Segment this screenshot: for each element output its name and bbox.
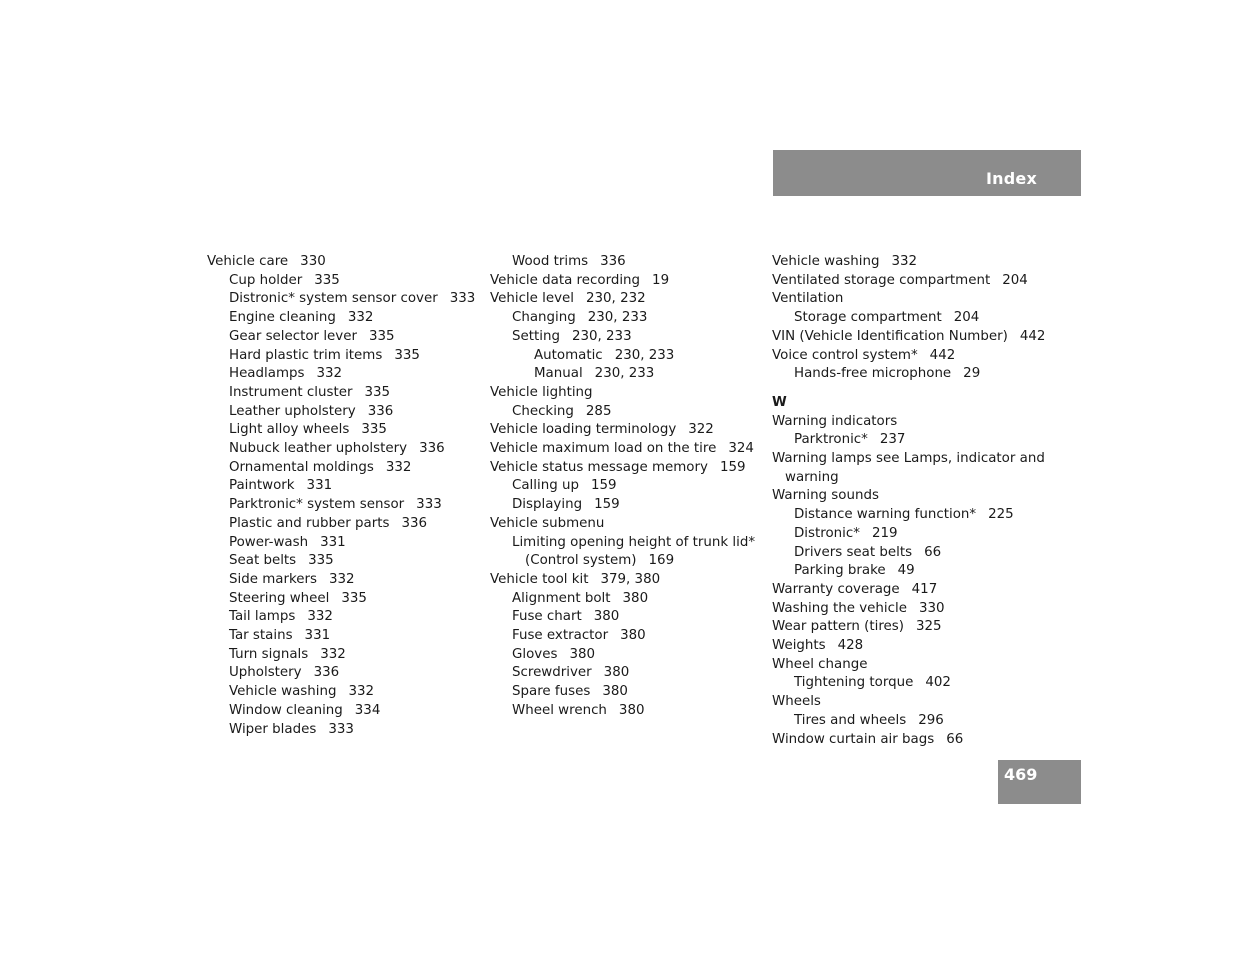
index-subentry	[207, 496, 477, 515]
index-term: Screwdriver	[512, 665, 592, 681]
index-term: Nubuck leather upholstery	[229, 441, 408, 457]
index-term: Wood trims	[512, 254, 589, 269]
index-subentry	[772, 309, 1047, 328]
index-subentry	[490, 309, 760, 328]
index-term: VIN (Vehicle Identification Number)	[772, 328, 1008, 344]
index-page-ref: 380	[622, 590, 649, 606]
index-subentry	[207, 384, 477, 403]
index-subentry	[490, 534, 760, 553]
index-page-ref: 204	[1002, 272, 1028, 288]
index-page-ref: 330	[300, 254, 326, 269]
index-entry	[490, 571, 760, 590]
index-subentry	[207, 328, 477, 347]
index-term: Distronic*	[794, 525, 860, 541]
index-subentry	[207, 590, 477, 609]
index-term: Turn signals	[229, 646, 309, 662]
index-term: Vehicle tool kit	[490, 571, 589, 587]
index-subentry	[207, 683, 477, 702]
index-entry	[772, 487, 1047, 506]
index-entry	[772, 469, 1047, 488]
index-page-ref: 237	[879, 432, 906, 448]
index-term: Gear selector lever	[229, 328, 357, 344]
index-term: Warning indicators	[772, 413, 898, 429]
index-term: Vehicle maximum load on the tire	[490, 441, 717, 457]
index-term: Ornamental moldings	[229, 459, 374, 475]
index-page-ref: 285	[585, 403, 612, 419]
index-page-ref: 336	[367, 403, 394, 419]
index-page-ref: 322	[688, 422, 714, 438]
index-term: (Control system)	[525, 553, 637, 569]
index-page-ref: 331	[304, 628, 331, 644]
index-page-ref: 330	[918, 600, 945, 616]
index-term: Drivers seat belts	[794, 544, 913, 560]
index-letter-heading: W	[772, 394, 787, 410]
index-page-ref: 442	[1019, 328, 1046, 344]
index-page-ref: 19	[652, 272, 670, 288]
index-page-ref: 332	[307, 609, 333, 625]
index-entry	[772, 450, 1047, 469]
index-subentry	[490, 590, 760, 609]
index-subentry	[207, 290, 477, 309]
index-page-ref: 417	[911, 581, 938, 597]
index-term: Vehicle data recording	[490, 272, 641, 288]
index-subentry	[207, 365, 477, 384]
index-page-ref: 230, 233	[594, 366, 655, 382]
index-page-ref: 336	[419, 441, 445, 457]
index-term: Fuse chart	[512, 609, 582, 625]
index-page-ref: 159	[594, 497, 620, 513]
index-term: Vehicle care	[207, 254, 289, 269]
index-term: Ventilated storage compartment	[772, 272, 991, 288]
page-number-box	[998, 760, 1081, 804]
index-page-ref: 335	[394, 347, 420, 363]
index-page-ref: 380	[593, 609, 620, 625]
index-subentry	[207, 571, 477, 590]
section-header-bar	[773, 150, 1081, 196]
index-term: Voice control system*	[772, 347, 918, 363]
index-subentry	[490, 552, 760, 571]
index-page-ref: 442	[929, 347, 956, 363]
section-title: Index	[986, 169, 1037, 188]
index-term: Window cleaning	[229, 702, 343, 718]
index-entry	[490, 440, 760, 459]
index-term: Vehicle washing	[229, 684, 337, 700]
index-entry	[490, 421, 760, 440]
index-page-ref: 380	[620, 628, 646, 644]
index-term: Headlamps	[229, 366, 305, 382]
index-term: Vehicle washing	[772, 254, 880, 269]
index-term: Hard plastic trim items	[229, 347, 383, 363]
index-entry	[772, 253, 1047, 272]
index-page-ref: 332	[385, 459, 412, 475]
index-term: Washing the vehicle	[772, 600, 907, 616]
index-page-ref: 219	[871, 525, 898, 541]
index-page-ref: 332	[320, 646, 346, 662]
index-term: Parking brake	[794, 563, 886, 579]
index-subentry	[772, 712, 1047, 731]
index-subentry	[490, 702, 760, 721]
index-page-ref: 66	[946, 731, 964, 747]
index-page-ref: 331	[320, 534, 346, 550]
index-term: Paintwork	[229, 478, 295, 494]
index-subentry	[207, 403, 477, 422]
index-term: Parktronic* system sensor	[229, 497, 405, 513]
index-page-ref: 230, 232	[586, 291, 646, 307]
index-term: Wheel wrench	[512, 702, 607, 718]
index-entry	[772, 290, 1047, 309]
index-term: Distronic* system sensor cover	[229, 291, 438, 307]
index-term: Changing	[512, 310, 576, 326]
index-page-ref: 380	[602, 684, 628, 700]
index-term: Vehicle lighting	[490, 384, 593, 400]
index-subentry	[207, 477, 477, 496]
index-page-ref: 159	[719, 459, 746, 475]
index-page-ref: 230, 233	[587, 310, 648, 326]
index-page-ref: 325	[915, 619, 942, 635]
index-term: Distance warning function*	[794, 507, 977, 523]
index-term: Fuse extractor	[512, 628, 609, 644]
index-term: Displaying	[512, 497, 583, 513]
index-page-ref: 332	[328, 571, 355, 587]
index-term: Warning sounds	[772, 488, 879, 504]
index-term: Warranty coverage	[772, 581, 900, 597]
index-page-ref: 335	[361, 422, 387, 438]
index-term: Limiting opening height of trunk lid*	[512, 534, 756, 550]
index-page-ref: 29	[963, 366, 981, 382]
index-term: warning	[785, 469, 839, 485]
index-term: Upholstery	[229, 665, 302, 681]
index-page-ref: 324	[728, 441, 754, 457]
index-subentry	[490, 496, 760, 515]
index-page-ref: 159	[590, 478, 617, 494]
index-entry	[490, 459, 760, 478]
index-entry	[772, 413, 1047, 432]
index-subentry	[772, 506, 1047, 525]
index-page-ref: 332	[347, 310, 374, 326]
index-page-ref: 335	[364, 384, 391, 400]
index-term: Tightening torque	[794, 675, 914, 691]
index-column-2	[490, 253, 760, 721]
index-subentry	[207, 627, 477, 646]
index-term: Alignment bolt	[512, 590, 611, 606]
index-subentry	[490, 365, 760, 384]
index-subentry	[207, 347, 477, 366]
index-entry	[772, 600, 1047, 619]
index-subentry	[207, 515, 477, 534]
index-subentry	[490, 683, 760, 702]
index-term: Engine cleaning	[229, 310, 336, 326]
index-page-ref: 334	[354, 702, 381, 718]
index-term: Leather upholstery	[229, 403, 356, 419]
index-page-ref: 335	[308, 553, 334, 569]
index-subentry	[490, 646, 760, 665]
index-subentry	[207, 421, 477, 440]
index-entry	[490, 384, 760, 403]
index-page-ref: 402	[925, 675, 951, 691]
index-page-ref: 428	[837, 638, 864, 654]
index-page-ref: 49	[897, 563, 915, 579]
index-page-ref: 230, 233	[614, 347, 675, 363]
index-term: Vehicle submenu	[490, 515, 605, 531]
index-subentry	[772, 525, 1047, 544]
index-page-ref: 380	[618, 702, 645, 718]
index-page-ref: 379, 380	[600, 571, 661, 587]
index-entry	[490, 515, 760, 534]
index-subentry	[207, 664, 477, 683]
index-term: Ventilation	[772, 291, 844, 307]
index-page-ref: 336	[401, 515, 428, 531]
index-entry	[772, 731, 1047, 750]
index-subentry	[490, 347, 760, 366]
index-term: Vehicle status message memory	[490, 459, 708, 475]
index-subentry	[490, 664, 760, 683]
index-term: Light alloy wheels	[229, 422, 350, 438]
index-page-ref: 204	[953, 310, 980, 326]
index-term: Tires and wheels	[794, 712, 907, 728]
index-subentry	[207, 534, 477, 553]
index-subentry	[207, 459, 477, 478]
index-page-ref: 225	[988, 507, 1014, 523]
index-page-ref: 335	[341, 590, 367, 606]
index-term: Window curtain air bags	[772, 731, 935, 747]
index-page-ref: 333	[416, 497, 442, 513]
index-page-ref: 332	[316, 366, 343, 382]
index-term: Setting	[512, 328, 560, 344]
index-page-ref: 66	[924, 544, 942, 560]
index-term: Vehicle loading terminology	[490, 422, 677, 438]
index-page-ref: 296	[918, 712, 944, 728]
index-term: Cup holder	[229, 272, 303, 288]
index-subentry	[207, 646, 477, 665]
index-subentry	[772, 365, 1047, 384]
index-entry	[772, 693, 1047, 712]
index-page-ref: 230, 233	[571, 328, 632, 344]
index-entry	[772, 328, 1047, 347]
index-page-ref: 380	[569, 646, 595, 662]
index-page-ref: 332	[891, 254, 918, 269]
index-column-3	[772, 253, 1047, 749]
index-entry	[490, 290, 760, 309]
index-term: Spare fuses	[512, 684, 591, 700]
index-term: Gloves	[512, 646, 558, 662]
index-term: Power-wash	[229, 534, 309, 550]
index-entry	[772, 272, 1047, 291]
index-page-ref: 335	[368, 328, 395, 344]
index-term: Checking	[512, 403, 574, 419]
index-subentry	[772, 431, 1047, 450]
index-entry	[772, 347, 1047, 366]
index-subentry	[207, 272, 477, 291]
index-term: Seat belts	[229, 553, 297, 569]
index-subentry	[207, 721, 477, 740]
index-entry	[772, 637, 1047, 656]
index-entry	[490, 272, 760, 291]
index-entry	[207, 253, 477, 272]
index-subentry	[772, 562, 1047, 581]
index-term: Wheels	[772, 694, 821, 710]
index-page-ref: 333	[449, 291, 476, 307]
index-term: Manual	[534, 366, 583, 382]
index-page-ref: 332	[348, 684, 375, 700]
index-term: Parktronic*	[794, 432, 868, 448]
index-entry	[772, 618, 1047, 637]
index-term: Vehicle level	[490, 291, 574, 307]
index-subentry	[772, 544, 1047, 563]
index-term: Side markers	[229, 571, 317, 587]
index-term: Steering wheel	[229, 590, 330, 606]
index-page-ref: 336	[600, 254, 626, 269]
index-term: Storage compartment	[794, 310, 942, 326]
index-term: Instrument cluster	[229, 384, 353, 400]
index-subentry	[490, 608, 760, 627]
page-number: 469	[1004, 765, 1038, 784]
index-subentry	[207, 309, 477, 328]
index-term: Wear pattern (tires)	[772, 619, 904, 635]
index-page-ref: 336	[313, 665, 340, 681]
index-column-1	[207, 253, 477, 739]
index-page-ref: 331	[306, 478, 333, 494]
index-term: Hands-free microphone	[794, 366, 952, 382]
index-term: Plastic and rubber parts	[229, 515, 390, 531]
index-term: Wheel change	[772, 656, 868, 672]
index-subentry	[772, 674, 1047, 693]
index-page-ref: 169	[648, 553, 675, 569]
index-subentry	[490, 403, 760, 422]
index-entry	[772, 581, 1047, 600]
index-term: Automatic	[534, 347, 603, 363]
index-term: Weights	[772, 638, 826, 654]
index-subentry	[490, 477, 760, 496]
index-page-ref: 333	[328, 721, 354, 737]
index-term: Tail lamps	[229, 609, 296, 625]
index-subentry	[207, 702, 477, 721]
index-term: Tar stains	[229, 628, 293, 644]
index-subentry	[207, 440, 477, 459]
index-term: Warning lamps see Lamps, indicator and	[772, 451, 1045, 467]
index-term: Calling up	[512, 478, 579, 494]
index-subentry	[490, 627, 760, 646]
index-subentry	[207, 552, 477, 571]
index-entry	[772, 656, 1047, 675]
index-page-ref: 380	[603, 665, 630, 681]
index-subentry	[207, 608, 477, 627]
index-term: Wiper blades	[229, 721, 317, 737]
index-subentry	[490, 328, 760, 347]
index-page-ref: 335	[314, 272, 340, 288]
index-subentry	[490, 253, 760, 272]
